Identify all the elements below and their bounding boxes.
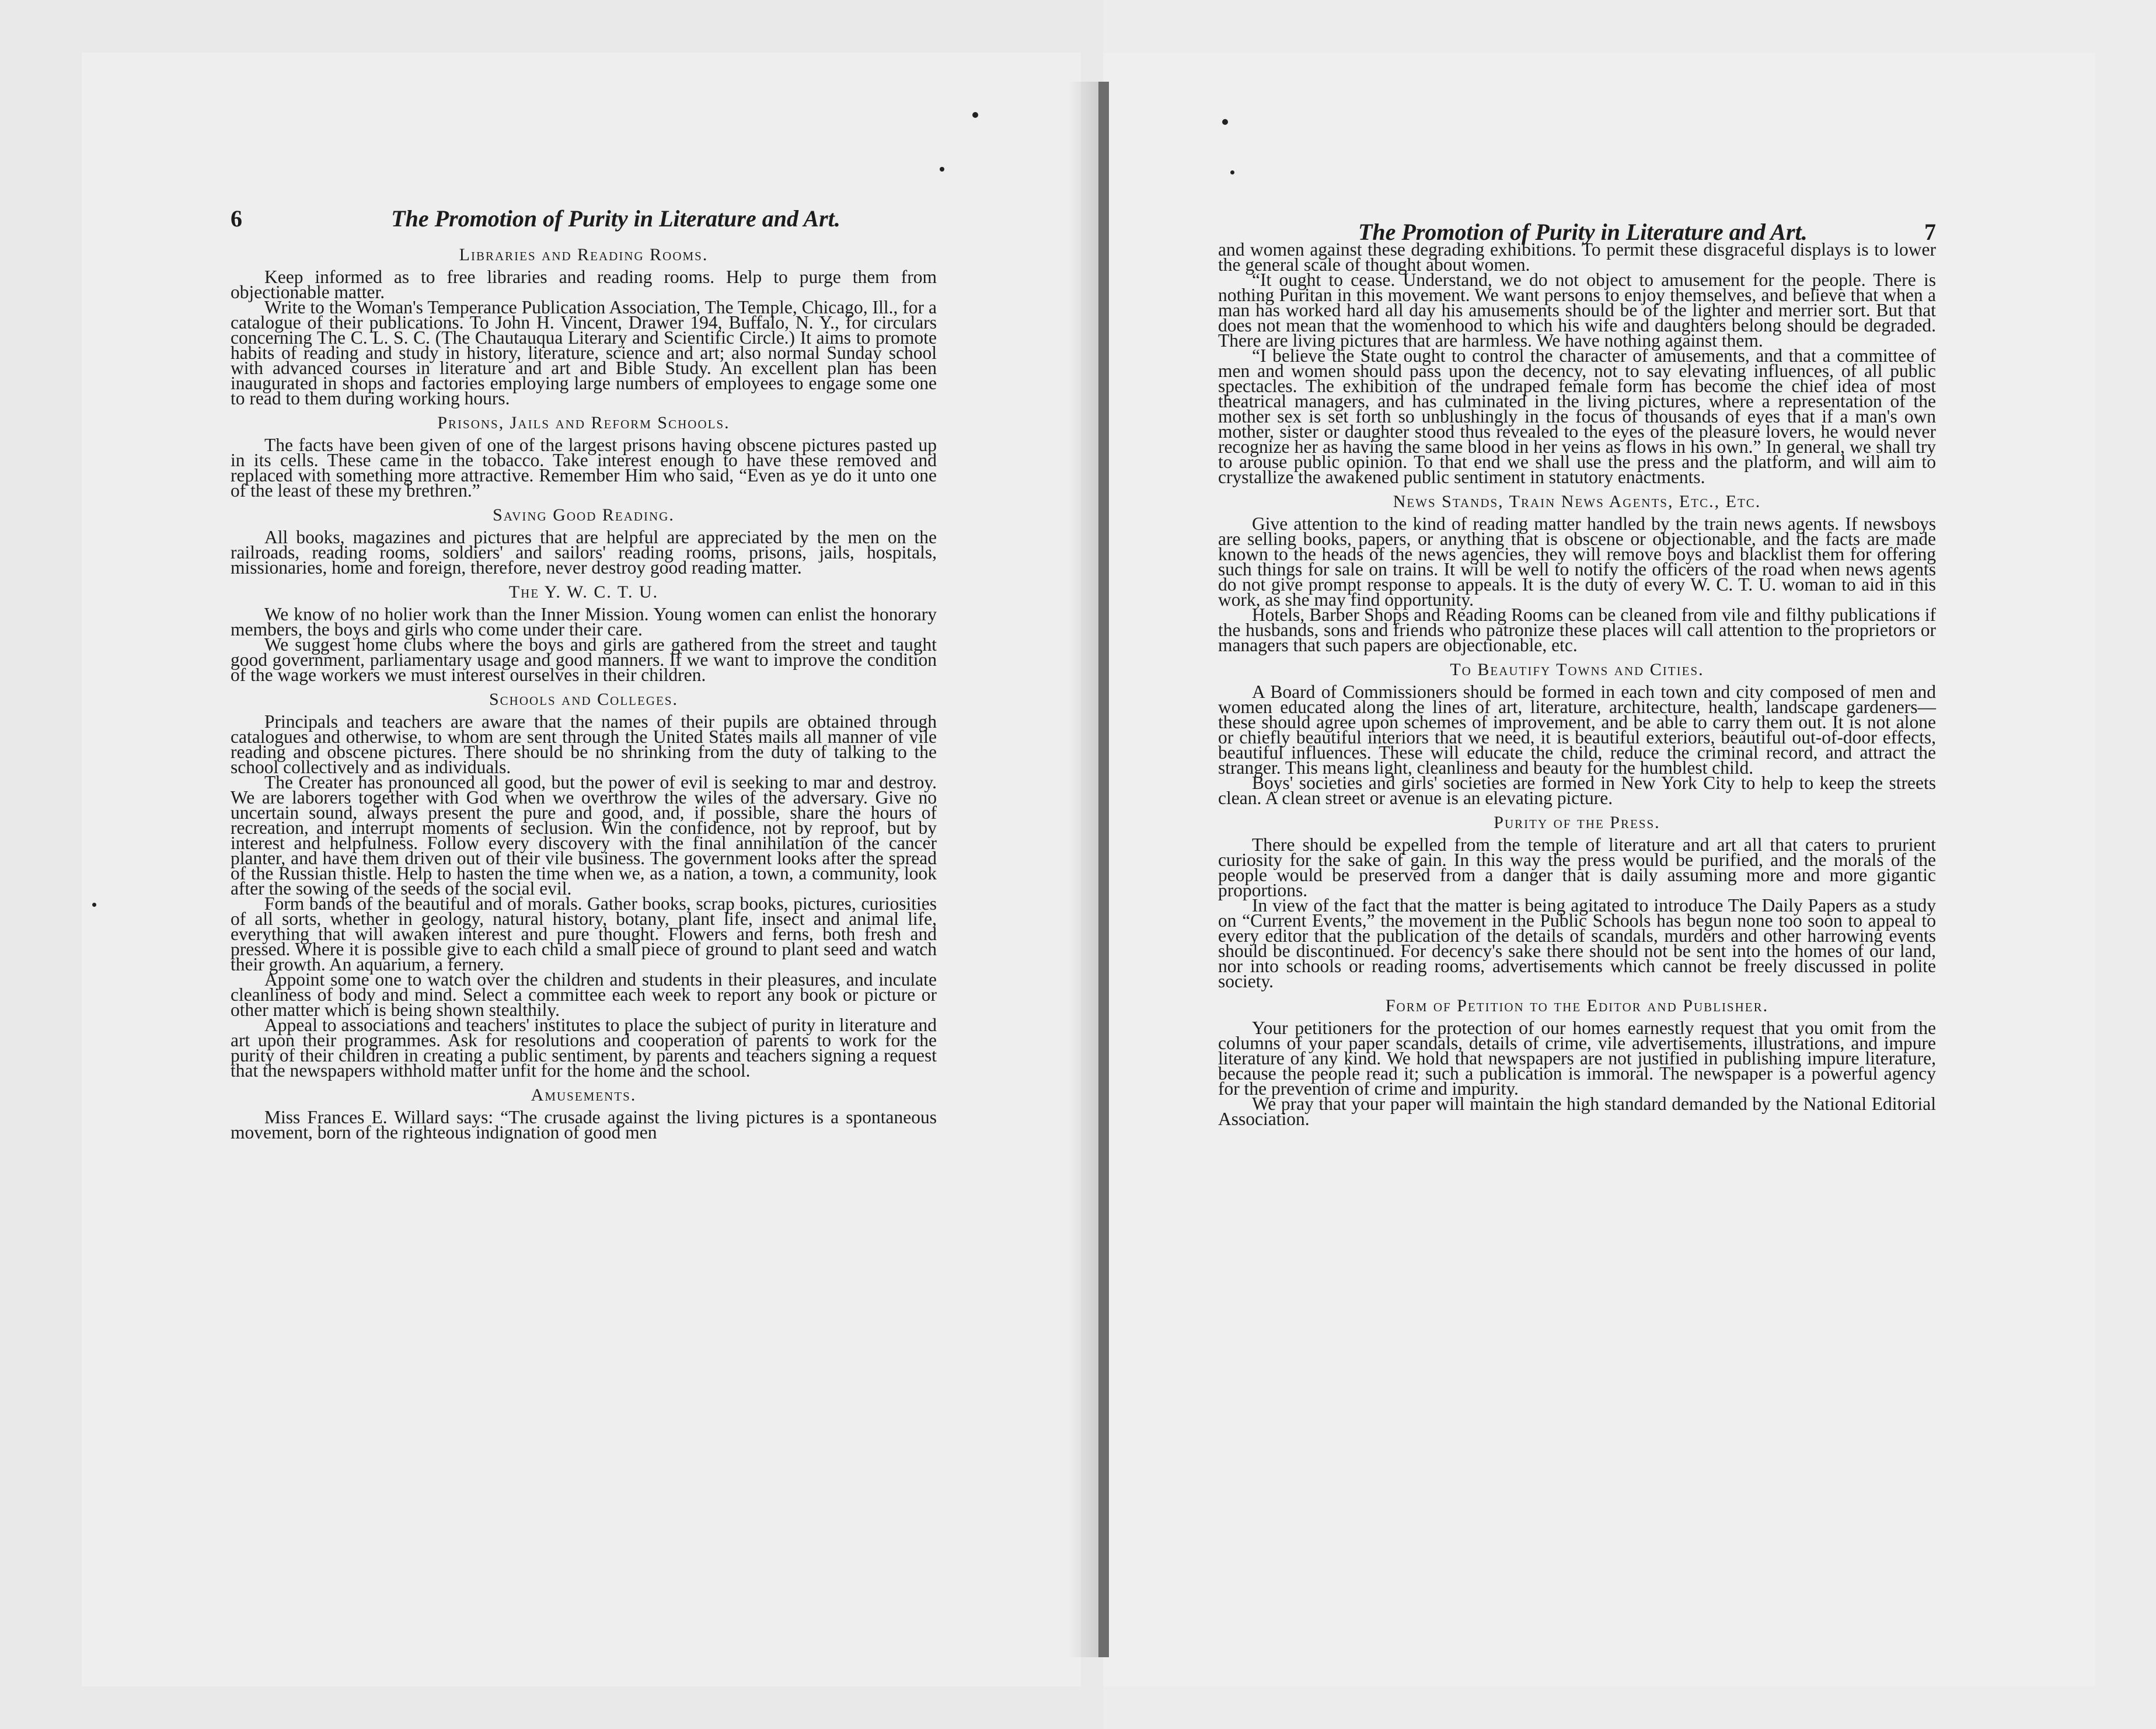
running-head: The Promotion of Purity in Literature and Art. — [391, 205, 840, 232]
paragraph: Principals and teachers are aware that the names of their pupils are obtained through catalogues and otherwise, to whom are sent through the United States mails all manner of vile reading and obscene pictures. There should be no shrinking from the duty of talking to the school collectively and as individuals. — [231, 711, 937, 777]
paragraph: “It ought to cease. Understand, we do not object to amusement for the people. There is nothing Puritan in this movement. We want persons to enjoy themselves, and believe that when a man has worked hard all day his amusements should be of the lighter and merrier sort. But that does not mean that the womenhood to which his wife and daughters belong should be degraded. There are living pictures that are harmless. We have nothing against them. — [1218, 270, 1936, 351]
section-heading: Prisons, Jails and Reform Schools. — [437, 413, 730, 432]
book-binding — [1098, 82, 1109, 1657]
ink-speck — [1230, 170, 1234, 174]
section-heading: Schools and Colleges. — [489, 690, 679, 709]
paragraph: and women against these degrading exhibitions. To permit these disgraceful displays is to lower the general scale of thought about women. — [1218, 239, 1936, 275]
paragraph: Write to the Woman's Temperance Publication Association, The Temple, Chicago, Ill., for a catalogue of their publications. To John H. Vincent, Drawer 194, Buffalo, N. Y., for circulars concerning The C. L. S. C. (The Chautauqua Literary and Scientific Circle.) It aims to promote habits of reading and study in history, literature, science and art; also normal Sunday school with advanced courses in literature and art and Bible Study. An excellent plan has been inaugurated in shops and factories employing large numbers of employees to engage some one to read to them during working hours. — [231, 297, 937, 408]
section-heading: Purity of the Press. — [1494, 813, 1660, 832]
section-heading: News Stands, Train News Agents, Etc., Etc. — [1393, 492, 1761, 511]
paragraph: There should be expelled from the temple of literature and art all that caters to prurient curiosity for the sake of gain. In this way the press would be purified, and the morals of the people would be preserved from a danger that is daily assuming more and more gigantic proportions. — [1218, 834, 1936, 900]
paragraph: We know of no holier work than the Inner Mission. Young women can enlist the honorary members, the boys and girls who come under their care. — [231, 604, 937, 640]
paragraph: All books, magazines and pictures that are helpful are appreciated by the men on the railroads, reading rooms, soldiers' and sailors' reading rooms, prisons, jails, hospitals, missionaries, home and foreign, therefore, never destroy good reading matter. — [231, 527, 937, 578]
paragraph: Appoint some one to watch over the children and students in their pleasures, and inculate cleanliness of body and mind. Select a committee each week to report any book or picture or other matter which is being shown stealthily. — [231, 969, 937, 1020]
right-page-text — [1218, 219, 1936, 1129]
paragraph: Miss Frances E. Willard says: “The crusade against the living pictures is a spontaneous movement, born of the righteous indignation of good men — [231, 1107, 937, 1143]
running-head: The Promotion of Purity in Literature and Art. — [1358, 219, 1808, 245]
section-heading: Form of Petition to the Editor and Publisher. — [1385, 996, 1769, 1015]
section-heading: Saving Good Reading. — [493, 505, 675, 525]
section-heading: To Beautify Towns and Cities. — [1450, 660, 1704, 679]
ink-speck — [940, 167, 944, 172]
paragraph: The Creater has pronounced all good, but the power of evil is seeking to mar and destroy. We are laborers together with God when we overthrow the wiles of the adversary. Give no uncertain sound, always present the pure and good, and, if possible, share the hours of recreation, and interrupt moments of seclusion. Win the confidence, not by reproof, but by interest and helpfulness. Follow every discovery with the final annihilation of the cancer planter, and have them driven out of their vile business. The government looks after the spread of the Russian thistle. Help to hasten the time when we, as a nation, a town, a community, look after the sowing of the seeds of the social evil. — [231, 772, 937, 899]
right-page-header — [1218, 219, 1936, 245]
left-page-text — [231, 205, 937, 1143]
section-heading: Libraries and Reading Rooms. — [459, 245, 709, 264]
paragraph: Keep informed as to free libraries and reading rooms. Help to purge them from objectionable matter. — [231, 267, 937, 302]
paragraph: We pray that your paper will maintain the high standard demanded by the National Editorial Association. — [1218, 1094, 1936, 1129]
paragraph: Form bands of the beautiful and of morals. Gather books, scrap books, pictures, curiosities of all sorts, whether in geology, natural history, botany, plant life, insect and animal life, everything that will awaken interest and pure thought. Flowers and ferns, both fresh and pressed. Where it is possible give to each child a small piece of ground to plant seed and watch their growth. An aquarium, a fernery. — [231, 893, 937, 974]
page-number: 7 — [1924, 219, 1936, 245]
paragraph: Appeal to associations and teachers' institutes to place the subject of purity in literature and art upon their programmes. Ask for resolutions and cooperation of parents to work for the purity of their children in creating a public sentiment, by parents and teachers signing a request that the newspapers withhold matter unfit for the home and the school. — [231, 1015, 937, 1081]
ink-speck — [1222, 119, 1228, 125]
section-heading: Amusements. — [531, 1085, 637, 1105]
paragraph: Your petitioners for the protection of our homes earnestly request that you omit from the columns of your paper scandals, details of crime, vile advertisements, illustrations, and impure literature of any kind. We hold that newspapers are not justified in publishing impure literature, because the people read it; such a publication is immoral. The newspaper is a powerful agency for the prevention of crime and impurity. — [1218, 1018, 1936, 1099]
left-page-header — [231, 205, 937, 232]
paragraph: “I believe the State ought to control the character of amusements, and that a committee of men and women should pass upon the decency, not to say elevating influences, of all public spectacles. The exhibition of the undraped female form has become the chief idea of most theatrical managers, and has culminated in the living pictures, where a representation of the mother sex is set forth so unblushingly in the focus of thousands of eyes that if a man's own mother, sister or daughter stood thus revealed to the eyes of the pleasure lovers, he would never recognize her as having the same blood in her veins as flows in his own.” In general, we shall try to arouse public opinion. To that end we shall use the press and the platform, and will aim to crystallize the awakened public sentiment in statutory enactments. — [1218, 345, 1936, 487]
paragraph: Hotels, Barber Shops and Reading Rooms can be cleaned from vile and filthy publications if the husbands, sons and friends who patronize these places will call attention to the proprietors or managers that such papers are objectionable, etc. — [1218, 605, 1936, 655]
ink-speck — [92, 903, 96, 907]
paragraph: In view of the fact that the matter is being agitated to introduce The Daily Papers as a study on “Current Events,” the movement in the Public Schools has begun none too soon to appeal to every editor that the publication of the details of scandals, murders and other harrowing events should be discontinued. For decency's sake there should not be sent into the homes of our land, nor into schools or reading rooms, advertisements which cannot be freely discussed in polite society. — [1218, 895, 1936, 991]
page-number: 6 — [231, 205, 242, 232]
section-heading: The Y. W. C. T. U. — [508, 582, 659, 602]
binding-shadow — [1068, 82, 1098, 1657]
paragraph: A Board of Commissioners should be formed in each town and city composed of men and women educated along the lines of art, literature, architecture, health, landscape gardeners—these should agree upon schemes of improvement, and be able to carry them out. It is not alone or chiefly beautiful interiors that we need, it is beautiful exteriors, beautiful out-of-door effects, beautiful influences. These will educate the child, reduce the criminal record, and attract the stranger. This means light, cleanliness and beauty for the humblest child. — [1218, 682, 1936, 778]
paragraph: Boys' societies and girls' societies are formed in New York City to help to keep the streets clean. A clean street or avenue is an elevating picture. — [1218, 773, 1936, 808]
paragraph: The facts have been given of one of the largest prisons having obscene pictures pasted up in its cells. These came in the tobacco. Take interest enough to have these removed and replaced with something more attractive. Remember Him who said, “Even as ye do it unto one of the least of these my brethren.” — [231, 435, 937, 501]
paragraph: Give attention to the kind of reading matter handled by the train news agents. If newsboys are selling books, papers, or anything that is obscene or objectionable, and the facts are made known to the heads of the news agencies, they will remove boys and blacklist them for offering such things for sale on trains. It will be well to notify the officers of the road when news agents do not give prompt response to appeals. It is the duty of every W. C. T. U. woman to aid in this work, as she may find opportunity. — [1218, 514, 1936, 610]
paragraph: We suggest home clubs where the boys and girls are gathered from the street and taught good government, parliamentary usage and good manners. If we want to improve the condition of the wage workers we must interest ourselves in their children. — [231, 634, 937, 685]
ink-speck — [972, 112, 978, 118]
